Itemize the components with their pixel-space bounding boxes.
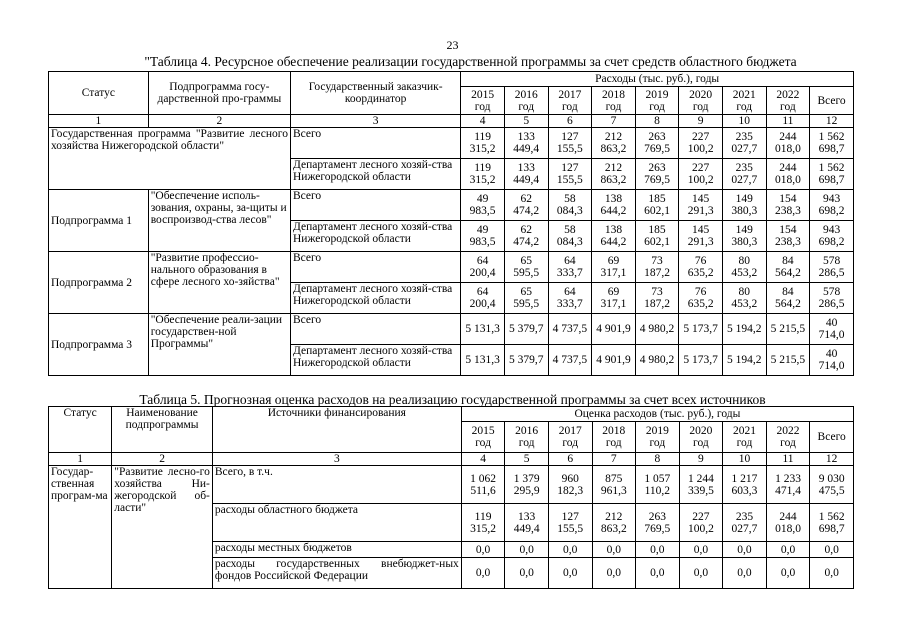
value-cell: 5 194,2 — [722, 345, 766, 376]
value-cell: 65 595,5 — [504, 252, 548, 283]
subprogram-name: "Обеспечение исполь-зования, охраны, за-щиты и воспроизвод-ства лесов" — [148, 190, 290, 252]
value-cell: 145 291,3 — [679, 190, 723, 221]
value-cell: 69 317,1 — [592, 252, 636, 283]
column-number: 2 — [112, 453, 213, 466]
value-cell: 263 769,5 — [635, 159, 679, 190]
header-year: 2022 год — [766, 87, 810, 115]
subprogram-name: "Развитие профессио-нального образования в сфере лесного хо-зяйства" — [148, 252, 290, 314]
value-cell: 4 901,9 — [592, 314, 636, 345]
value-cell: 960 182,3 — [548, 466, 592, 504]
value-cell: 80 453,2 — [722, 252, 766, 283]
value-cell: 40 714,0 — [810, 345, 854, 376]
value-cell: 244 018,0 — [766, 504, 810, 542]
page-number: 23 — [446, 38, 459, 52]
value-cell: 235 027,7 — [723, 504, 767, 542]
header-year: 2021 год — [723, 422, 767, 453]
value-cell: 0,0 — [505, 542, 549, 558]
row-label: Департамент лесного хозяй-ства Нижегородской области — [290, 345, 460, 376]
value-cell: 0,0 — [723, 542, 767, 558]
column-number: 1 — [49, 453, 112, 466]
column-number: 10 — [723, 453, 767, 466]
value-cell: 9 030 475,5 — [810, 466, 854, 504]
value-cell: 133 449,4 — [504, 159, 548, 190]
value-cell: 49 983,5 — [461, 190, 505, 221]
row-label: Департамент лесного хозяй-ства Нижегородской области — [290, 159, 460, 190]
value-cell: 133 449,4 — [504, 128, 548, 159]
value-cell: 5 131,3 — [461, 314, 505, 345]
source-label: расходы областного бюджета — [212, 504, 461, 542]
header-year: 2015 год — [461, 87, 505, 115]
header-year: 2020 год — [679, 87, 723, 115]
status-cell: Подпрограмма 2 — [49, 252, 149, 314]
value-cell: 138 644,2 — [592, 221, 636, 252]
header-year: 2019 год — [635, 87, 679, 115]
value-cell: 875 961,3 — [592, 466, 636, 504]
column-number: 3 — [290, 115, 460, 128]
header-customer: Государственный заказчик-координатор — [290, 72, 460, 115]
value-cell: 4 980,2 — [635, 314, 679, 345]
value-cell: 0,0 — [766, 558, 810, 589]
subprogram-name: "Развитие лесно-го хозяйства Ни-жегородской об-ласти" — [112, 466, 213, 589]
row-label: Всего — [290, 252, 460, 283]
row-label: Департамент лесного хозяй-ства Нижегородской области — [290, 221, 460, 252]
column-number: 4 — [461, 453, 505, 466]
program-name: Государственная программа "Развитие лесного хозяйства Нижегородской области" — [49, 128, 291, 190]
column-number: 12 — [810, 115, 854, 128]
value-cell: 1 217 603,3 — [723, 466, 767, 504]
table4-caption: "Таблица 4. Ресурсное обеспечение реализации государственной программы за счет средств областного бюджета — [144, 54, 797, 69]
status-cell: Подпрограмма 3 — [49, 314, 149, 376]
table-row — [49, 466, 854, 504]
value-cell: 0,0 — [636, 558, 680, 589]
table-row — [49, 128, 854, 159]
value-cell: 64 200,4 — [461, 252, 505, 283]
value-cell: 62 474,2 — [504, 221, 548, 252]
column-number: 5 — [505, 453, 549, 466]
value-cell: 5 215,5 — [766, 314, 810, 345]
value-cell: 133 449,4 — [505, 504, 549, 542]
value-cell: 127 155,5 — [548, 504, 592, 542]
value-cell: 5 194,2 — [722, 314, 766, 345]
header-subprogram: Подпрограмма госу-дарственной про-граммы — [148, 72, 290, 115]
header-estimate: Оценка расходов (тыс. руб.), годы — [461, 407, 853, 422]
value-cell: 212 863,2 — [592, 128, 636, 159]
value-cell: 119 315,2 — [461, 504, 505, 542]
header-status: Статус — [49, 72, 149, 115]
value-cell: 0,0 — [766, 542, 810, 558]
value-cell: 227 100,2 — [679, 504, 723, 542]
table-row — [49, 314, 854, 345]
column-number: 7 — [592, 453, 636, 466]
header-expenses: Расходы (тыс. руб.), годы — [461, 72, 854, 87]
column-number: 4 — [461, 115, 505, 128]
value-cell: 1 244 339,5 — [679, 466, 723, 504]
column-number: 5 — [504, 115, 548, 128]
value-cell: 5 131,3 — [461, 345, 505, 376]
value-cell: 154 238,3 — [766, 190, 810, 221]
value-cell: 84 564,2 — [766, 252, 810, 283]
header-sources: Источники финансирования — [212, 407, 461, 453]
column-number: 11 — [766, 453, 810, 466]
table5-caption: Таблица 5. Прогнозная оценка расходов на реализацию государственной программы за счет всех источников — [139, 392, 766, 407]
value-cell: 84 564,2 — [766, 283, 810, 314]
column-number: 11 — [766, 115, 810, 128]
header-status: Статус — [49, 407, 112, 453]
value-cell: 149 380,3 — [722, 190, 766, 221]
value-cell: 64 200,4 — [461, 283, 505, 314]
source-label: Всего, в т.ч. — [212, 466, 461, 504]
value-cell: 185 602,1 — [635, 221, 679, 252]
value-cell: 4 901,9 — [592, 345, 636, 376]
value-cell: 149 380,3 — [722, 221, 766, 252]
column-number: 8 — [635, 115, 679, 128]
value-cell: 154 238,3 — [766, 221, 810, 252]
value-cell: 138 644,2 — [592, 190, 636, 221]
header-name: Наименование подпрограммы — [112, 407, 213, 453]
value-cell: 0,0 — [505, 558, 549, 589]
column-number: 10 — [722, 115, 766, 128]
value-cell: 1 562 698,7 — [810, 504, 854, 542]
value-cell: 1 062 511,6 — [461, 466, 505, 504]
value-cell: 69 317,1 — [592, 283, 636, 314]
value-cell: 0,0 — [461, 558, 505, 589]
header-total: Всего — [810, 87, 854, 115]
value-cell: 212 863,2 — [592, 504, 636, 542]
header-year: 2017 год — [548, 422, 592, 453]
column-number: 8 — [636, 453, 680, 466]
value-cell: 64 333,7 — [548, 252, 592, 283]
header-year: 2018 год — [592, 422, 636, 453]
table5 — [48, 406, 854, 589]
value-cell: 127 155,5 — [548, 159, 592, 190]
value-cell: 64 333,7 — [548, 283, 592, 314]
column-number: 3 — [212, 453, 461, 466]
value-cell: 40 714,0 — [810, 314, 854, 345]
value-cell: 65 595,5 — [504, 283, 548, 314]
value-cell: 212 863,2 — [592, 159, 636, 190]
value-cell: 5 173,7 — [679, 345, 723, 376]
source-label: расходы государственных внебюджет-ных фондов Российской Федерации — [212, 558, 461, 589]
value-cell: 73 187,2 — [635, 252, 679, 283]
value-cell: 119 315,2 — [461, 159, 505, 190]
value-cell: 145 291,3 — [679, 221, 723, 252]
value-cell: 0,0 — [461, 542, 505, 558]
value-cell: 73 187,2 — [635, 283, 679, 314]
value-cell: 80 453,2 — [722, 283, 766, 314]
value-cell: 5 379,7 — [504, 345, 548, 376]
value-cell: 127 155,5 — [548, 128, 592, 159]
header-year: 2018 год — [592, 87, 636, 115]
value-cell: 62 474,2 — [504, 190, 548, 221]
value-cell: 4 980,2 — [635, 345, 679, 376]
value-cell: 263 769,5 — [636, 504, 680, 542]
column-number: 7 — [592, 115, 636, 128]
source-label: расходы местных бюджетов — [212, 542, 461, 558]
status-cell: Государ-ственная програм-ма — [49, 466, 112, 589]
column-number: 2 — [148, 115, 290, 128]
column-number: 6 — [548, 453, 592, 466]
column-number: 1 — [49, 115, 149, 128]
header-year: 2019 год — [636, 422, 680, 453]
row-label: Всего — [290, 128, 460, 159]
header-year: 2015 год — [461, 422, 505, 453]
value-cell: 5 215,5 — [766, 345, 810, 376]
value-cell: 4 737,5 — [548, 314, 592, 345]
header-year: 2017 год — [548, 87, 592, 115]
row-label: Всего — [290, 190, 460, 221]
value-cell: 185 602,1 — [635, 190, 679, 221]
column-number: 12 — [810, 453, 854, 466]
status-cell: Подпрограмма 1 — [49, 190, 149, 252]
header-total: Всего — [810, 422, 854, 453]
value-cell: 244 018,0 — [766, 159, 810, 190]
value-cell: 4 737,5 — [548, 345, 592, 376]
value-cell: 0,0 — [548, 558, 592, 589]
value-cell: 1 562 698,7 — [810, 159, 854, 190]
value-cell: 0,0 — [592, 542, 636, 558]
value-cell: 58 084,3 — [548, 221, 592, 252]
value-cell: 1 057 110,2 — [636, 466, 680, 504]
value-cell: 0,0 — [723, 558, 767, 589]
value-cell: 58 084,3 — [548, 190, 592, 221]
column-number: 9 — [679, 453, 723, 466]
header-year: 2020 год — [679, 422, 723, 453]
value-cell: 1 233 471,4 — [766, 466, 810, 504]
value-cell: 76 635,2 — [679, 252, 723, 283]
value-cell: 943 698,2 — [810, 190, 854, 221]
header-year: 2022 год — [766, 422, 810, 453]
value-cell: 235 027,7 — [722, 159, 766, 190]
table4 — [48, 71, 854, 376]
value-cell: 5 173,7 — [679, 314, 723, 345]
column-number: 9 — [679, 115, 723, 128]
value-cell: 578 286,5 — [810, 283, 854, 314]
value-cell: 0,0 — [810, 558, 854, 589]
value-cell: 578 286,5 — [810, 252, 854, 283]
value-cell: 244 018,0 — [766, 128, 810, 159]
value-cell: 227 100,2 — [679, 159, 723, 190]
value-cell: 0,0 — [592, 558, 636, 589]
row-label: Всего — [290, 314, 460, 345]
value-cell: 0,0 — [679, 558, 723, 589]
value-cell: 0,0 — [679, 542, 723, 558]
value-cell: 76 635,2 — [679, 283, 723, 314]
value-cell: 0,0 — [548, 542, 592, 558]
value-cell: 235 027,7 — [722, 128, 766, 159]
row-label: Департамент лесного хозяй-ства Нижегородской области — [290, 283, 460, 314]
value-cell: 1 379 295,9 — [505, 466, 549, 504]
table-row — [49, 252, 854, 283]
value-cell: 49 983,5 — [461, 221, 505, 252]
value-cell: 0,0 — [636, 542, 680, 558]
value-cell: 227 100,2 — [679, 128, 723, 159]
value-cell: 119 315,2 — [461, 128, 505, 159]
value-cell: 5 379,7 — [504, 314, 548, 345]
table-row — [49, 190, 854, 221]
header-year: 2021 год — [722, 87, 766, 115]
header-year: 2016 год — [504, 87, 548, 115]
header-year: 2016 год — [505, 422, 549, 453]
value-cell: 943 698,2 — [810, 221, 854, 252]
column-number: 6 — [548, 115, 592, 128]
value-cell: 0,0 — [810, 542, 854, 558]
value-cell: 263 769,5 — [635, 128, 679, 159]
value-cell: 1 562 698,7 — [810, 128, 854, 159]
subprogram-name: "Обеспечение реали-зации государствен-ной Программы" — [148, 314, 290, 376]
